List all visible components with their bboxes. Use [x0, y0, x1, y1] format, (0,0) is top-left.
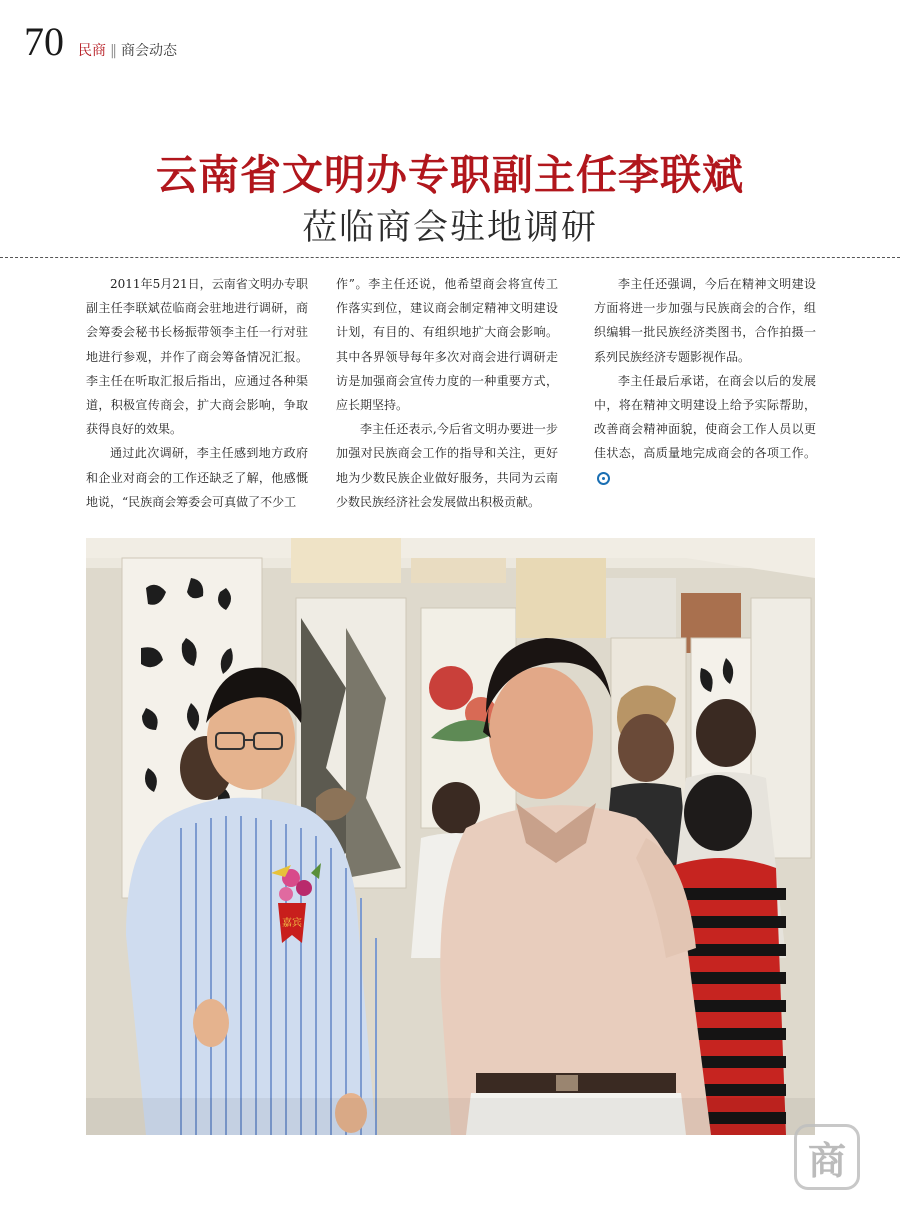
paragraph: 作”。李主任还说，他希望商会将宣传工作落实到位，建议商会制定精神文明建设计划，有目的、有组织地扩大商会影响。其中各界领导每年多次对商会进行调研走访是加强商会宣传力度的一种重要方式，应长期坚持。: [336, 277, 558, 413]
paragraph: 通过此次调研，李主任感到地方政府和企业对商会的工作还缺乏了解，他感慨地说，“民族商会筹委会可真做了不少工: [86, 446, 308, 509]
article-photo: [86, 538, 815, 1135]
body-column-1: [86, 272, 308, 514]
body-column-2: [336, 272, 558, 514]
section-primary: 民商: [78, 43, 106, 59]
paragraph: 2011年5月21日，云南省文明办专职副主任李联斌莅临商会驻地进行调研，商会筹委会秘书长杨振带领李主任一行对驻地进行参观，并作了商会筹备情况汇报。李主任在听取汇报后指出，应通过各种渠道，积极宣传商会，扩大商会影响，争取获得良好的效果。: [86, 277, 308, 437]
logo-char: 商: [807, 1138, 846, 1183]
article-title: 云南省文明办专职副主任李联斌: [156, 151, 744, 199]
paragraph-text: 李主任最后承诺，在商会以后的发展中，将在精神文明建设上给予实际帮助，改善商会精神面貌，使商会工作人员以更佳状态，高质量地完成商会的各项工作。: [594, 373, 816, 461]
magazine-logo-icon: [794, 1124, 860, 1190]
section-separator: ‖: [110, 43, 117, 59]
section-secondary: 商会动态: [121, 43, 177, 59]
page-number: 70: [24, 19, 64, 64]
dashed-divider: [0, 257, 900, 258]
section-label: [78, 40, 177, 60]
page-header: [24, 19, 177, 64]
article-subtitle: 莅临商会驻地调研: [301, 208, 598, 248]
ribbon-text: 嘉宾: [282, 918, 302, 929]
paragraph-last: [594, 369, 816, 490]
paragraph: 李主任还表示,今后省文明办要进一步加强对民族商会工作的指导和关注，更好地为少数民族企业做好服务，共同为云南少数民族经济社会发展做出积极贡献。: [336, 422, 558, 509]
article-end-icon: [597, 472, 610, 485]
paragraph: 李主任还强调，今后在精神文明建设方面将进一步加强与民族商会的合作，组织编辑一批民族经济类图书，合作拍摄一系列民族经济专题影视作品。: [594, 277, 816, 364]
body-column-3: [594, 272, 816, 490]
